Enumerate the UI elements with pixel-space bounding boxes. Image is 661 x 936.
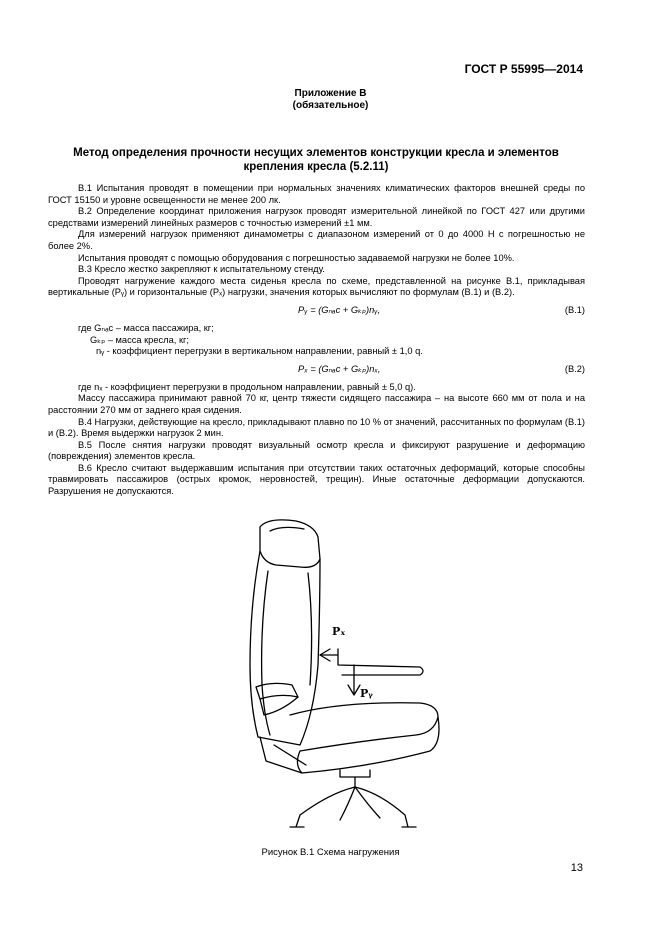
paragraph-b3: В.3 Кресло жестко закрепляют к испытательному стенду. (78, 264, 325, 275)
document-body (48, 183, 585, 498)
formula-b2-row (48, 358, 585, 382)
formula-b1-row (48, 299, 585, 323)
paragraph-passenger-mass: Массу пассажира принимают равной 70 кг, центр тяжести сидящего пассажира – на высоте 660 мм от пола и на расстоянии 270 мм от заднего края сидения. (48, 393, 585, 415)
appendix-status: (обязательное) (292, 100, 369, 111)
formula-b1-number: (В.1) (564, 304, 585, 315)
where-nx: где nₓ - коэффициент перегрузки в продольном направлении, равный ± 5,0 q). (78, 381, 416, 392)
figure-caption: Рисунок В.1 Схема нагружения (261, 847, 400, 858)
paragraph-b5: В.5 После снятия нагрузки проводят визуальный осмотр кресла и фиксируют разрушение и деформацию (повреждения) элементов кресла. (48, 439, 585, 462)
paragraph-b4: В.4 Нагрузки, действующие на кресло, прикладывают плавно по 10 % от значений, рассчитанных по формулам (В.1) и (В.2). Время выдержки нагрузок 2 мин. (48, 416, 585, 439)
paragraph-b6: В.6 Кресло считают выдержавшим испытания при отсутствии таких остаточных деформаций, которые способны травмировать пассажиров (острых кромок, неровностей, трещин). Иные остаточные деформации допускаются. Разрушения не допускаются. (48, 462, 585, 497)
standard-header: ГОСТ Р 55995—2014 (464, 62, 583, 76)
appendix-title: Приложение В (294, 88, 367, 99)
formula-b2: Pₓ = (Gₙₐc + Gₖₚ)nₓ, (298, 363, 381, 374)
paragraph-equipment: Испытания проводят с помощью оборудования с погрешностью задаваемой нагрузки не более 10%. (78, 252, 515, 263)
formula-b1: Pᵧ = (Gₙₐc + Gₖₚ)nᵧ, (298, 304, 381, 315)
label-py: Pᵧ (360, 687, 373, 700)
where-mass-passenger: где Gₙₐc – масса пассажира, кг; (78, 322, 214, 333)
where-ny: nᵧ - коэффициент перегрузки в вертикальном направлении, равный ± 1,0 q. (96, 346, 423, 357)
paragraph-b1: В.1 Испытания проводят в помещении при нормальных значениях климатических факторов внешней среды по ГОСТ 15150 и уровне освещенности не менее 200 лк. (48, 183, 585, 205)
page-number: 13 (570, 862, 583, 874)
paragraph-instruments: Для измерений нагрузок применяют динамометры с диапазоном измерений от 0 до 4000 Н с погрешностью не более 2%. (48, 229, 585, 251)
where-mass-seat: Gₖₚ – масса кресла, кг; (90, 334, 189, 345)
label-px: Pₓ (332, 625, 346, 638)
formula-b2-number: (В.2) (564, 363, 585, 374)
paragraph-loading: Проводят нагружение каждого места сиденья кресла по схеме, представленной на рисунке В.1, прикладывая вертикальные (Pᵧ) и горизонтальные (Pₓ) нагрузки, значения которых вычисляют по формулам (В.1) и (В.2). (48, 275, 585, 298)
seat-drawing (220, 515, 470, 835)
section-title: Метод определения прочности несущих элементов конструкции кресла и элементов крепления кресла (5.2.11) (73, 147, 559, 173)
paragraph-b2: В.2 Определение координат приложения нагрузок проводят измерительной линейкой по ГОСТ 427 или другими средствами измерений линейных размеров с точностью измерений ±1 мм. (48, 206, 585, 228)
seat-loading-figure (220, 515, 470, 835)
